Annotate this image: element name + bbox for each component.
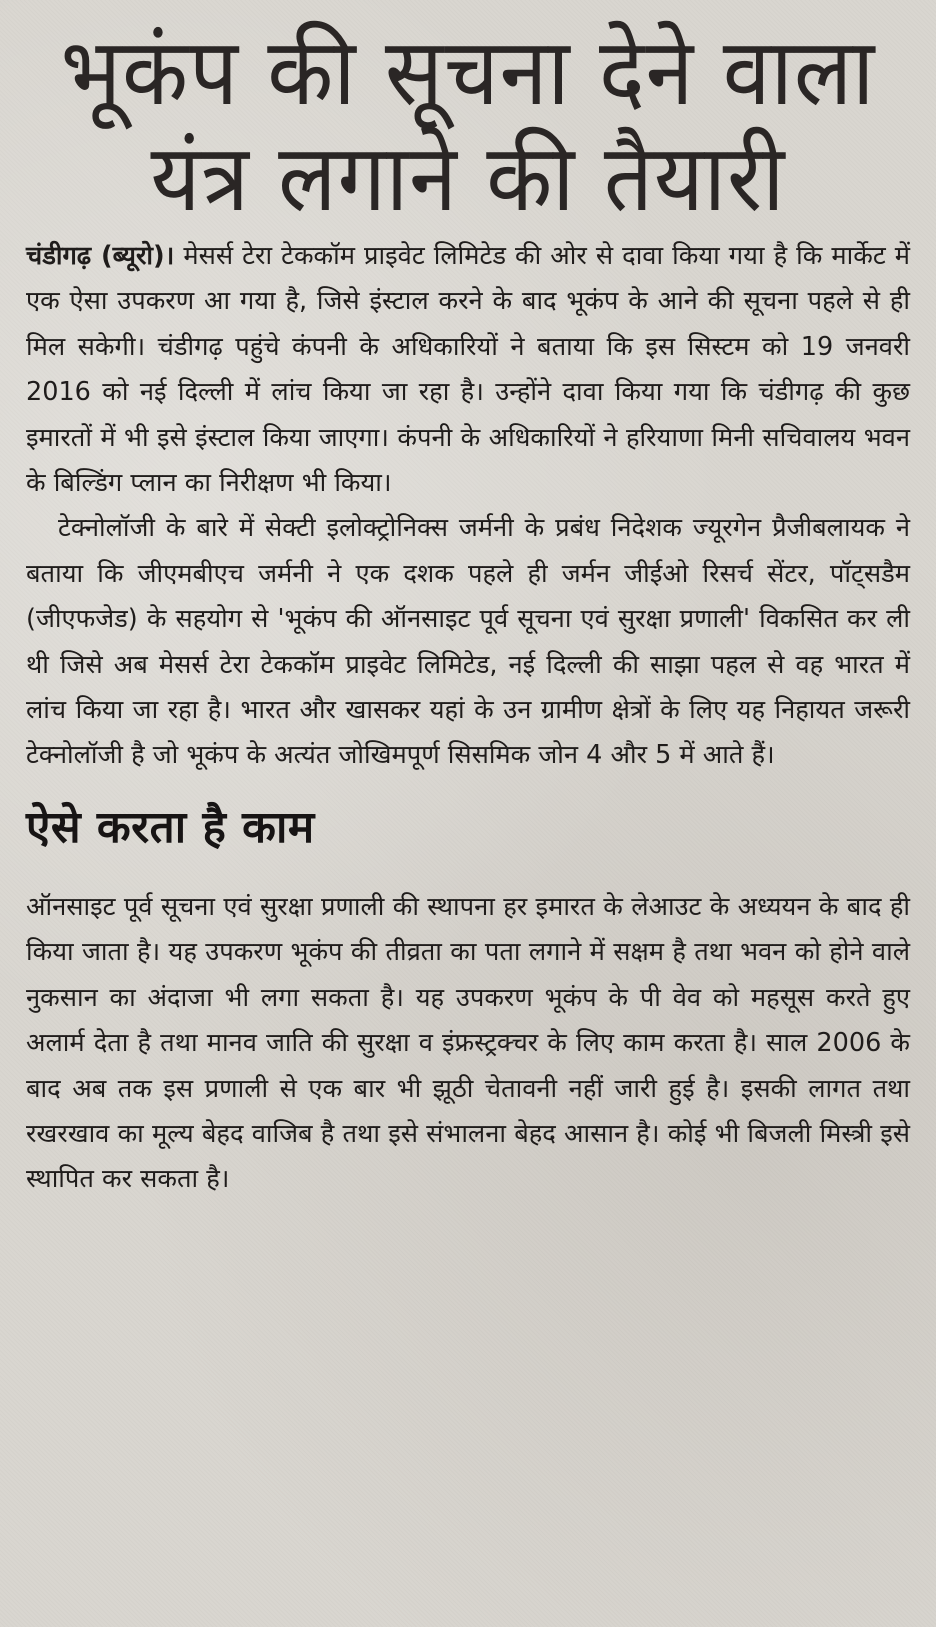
paragraph-3: ऑनसाइट पूर्व सूचना एवं सुरक्षा प्रणाली की स्थापना हर इमारत के लेआउट के अध्ययन के बाद ही किया जाता है। यह उपकरण भूकंप की तीव्रता का पता लगाने में सक्षम है तथा भवन को होने वाले नुकसान का अंदाजा भी लगा सकता है। यह उपकरण भूकंप के पी वेव को महसूस करते हुए अलार्म देता है तथा मानव जाति की सुरक्षा व इंफ्रस्ट्रक्चर के लिए काम करता है। साल 2006 के बाद अब तक इस प्रणाली से एक बार भी झूठी चेतावनी नहीं जारी हुई है। इसकी लागत तथा रखरखाव का मूल्य बेहद वाजिब है तथा इसे संभालना बेहद आसान है। कोई भी बिजली मिस्त्री इसे स्थापित कर सकता है। (26, 891, 910, 1195)
headline-line-1: भूकंप की सूचना देने वाला (60, 18, 876, 127)
headline (26, 20, 910, 232)
dateline: चंडीगढ़ (ब्यूरो)। (26, 241, 175, 271)
subheading: ऐसे करता है काम (26, 801, 315, 853)
paragraph-1-text: मेसर्स टेरा टेककॉम प्राइवेट लिमिटेड की ओर से दावा किया गया है कि मार्केट में एक ऐसा उपकरण आ गया है, जिसे इंस्टाल करने के बाद भूकंप के आने की सूचना पहले से ही मिल सकेगी। चंडीगढ़ पहुंचे कंपनी के अधिकारियों ने बताया कि इस सिस्टम को 19 जनवरी 2016 को नई दिल्ली में लांच किया जा रहा है। उन्होंने दावा किया गया कि चंडीगढ़ की कुछ इमारतों में भी इसे इंस्टाल किया जाएगा। कंपनी के अधिकारियों ने हरियाणा मिनी सचिवालय भवन के बिल्डिंग प्लान का निरीक्षण भी किया। (26, 241, 911, 499)
headline-line-2: यंत्र लगाने की तैयारी (150, 124, 786, 233)
article-body (26, 234, 910, 1203)
paragraph-2: टेक्नोलॉजी के बारे में सेक्टी इलोक्ट्रोनिक्स जर्मनी के प्रबंध निदेशक ज्यूरगेन प्रैजीबलायक ने बताया कि जीएमबीएच जर्मनी ने एक दशक पहले ही जर्मन जीईओ रिसर्च सेंटर, पॉट्सडैम (जीएफजेड) के सहयोग से 'भूकंप की ऑनसाइट पूर्व सूचना एवं सुरक्षा प्रणाली' विकसित कर ली थी जिसे अब मेसर्स टेरा टेककॉम प्राइवेट लिमिटेड, नई दिल्ली की साझा पहल से वह भारत में लांच किया जा रहा है। भारत और खासकर यहां के उन ग्रामीण क्षेत्रों के लिए यह निहायत जरूरी टेक्नोलॉजी है जो भूकंप के अत्यंत जोखिमपूर्ण सिसमिक जोन 4 और 5 में आते हैं। (26, 513, 910, 771)
paragraph-1 (26, 234, 910, 506)
